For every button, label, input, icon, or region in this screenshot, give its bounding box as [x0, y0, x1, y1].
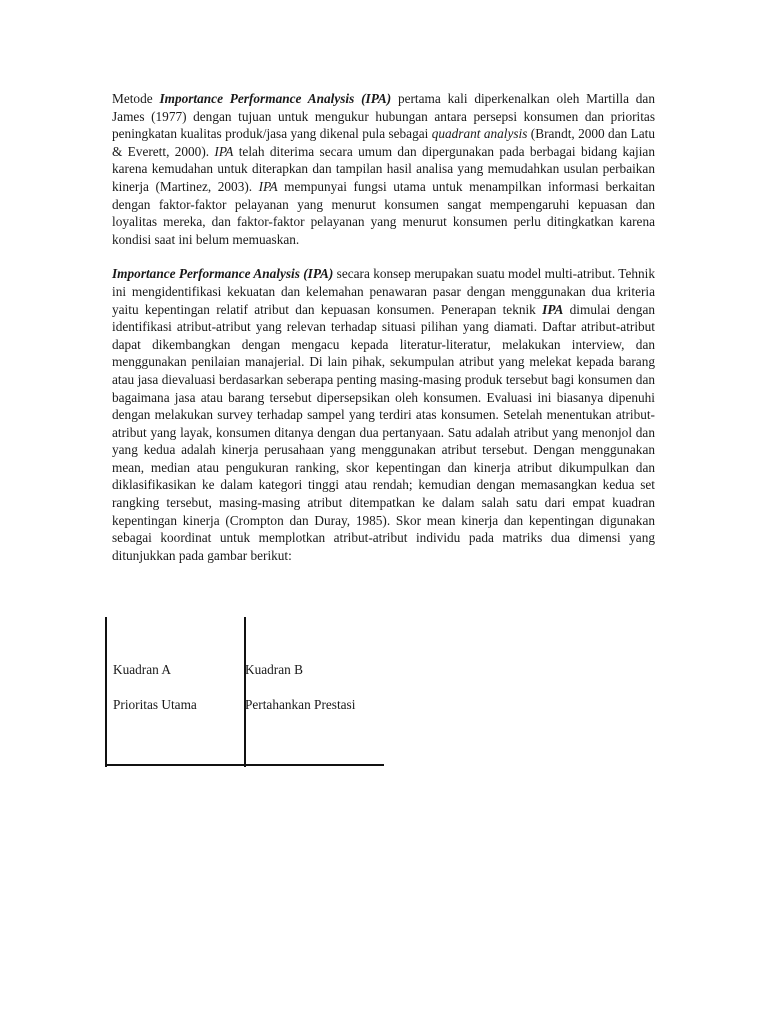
text-run: pertama kali diperkenalkan oleh Martilla dan James (1977) dengan tujuan untuk mengukur hubungan antara persepsi konsumen dan prioritas peningkatan kualitas produk/jasa yang dikenal pula sebagai [112, 91, 655, 142]
text-run: (Brandt, 2000 dan Latu & Everett, 2000). [112, 126, 655, 159]
text-run: mempunyai fungsi utama untuk menampilkan informasi berkaitan dengan faktor-faktor pelayanan yang menurut konsumen sangat mempengaruhi kepuasan dan loyalitas mereka, dan faktor-faktor pelayanan yang menurut konsumen perlu ditingkatkan karena kondisi saat ini belum memuaskan. [112, 178, 655, 247]
emphasis-ipa-term: Importance Performance Analysis (IPA) [159, 91, 392, 106]
emphasis-ipa: IPA [258, 178, 278, 194]
paragraph-ipa-introduction [112, 90, 655, 248]
document-body [112, 90, 655, 564]
text-run: telah diterima secara umum dan dipergunakan pada berbagai bidang kajian karena kemudahan untuk diterapkan dan tampilan hasil analisa yang memudahkan usulan perbaikan kinerja (Martinez, 2003). [112, 143, 655, 194]
text-run: secara konsep merupakan suatu model multi-atribut. Tehnik ini mengidentifikasi kekuatan dan kelemahan penawaran pasar dengan menggunakan dua kriteria yaitu kepentingan relatif atribut dan kepuasan konsumen. Penerapan teknik [112, 266, 655, 317]
quadrant-b-label: Pertahankan Prestasi [245, 697, 356, 712]
emphasis-ipa: IPA [542, 301, 564, 317]
emphasis-quadrant-analysis: quadrant analysis [431, 126, 528, 142]
quadrant-a-label: Prioritas Utama [113, 697, 197, 712]
quadrant-matrix [105, 617, 384, 767]
quadrant-b-title: Kuadran B [245, 662, 303, 677]
quadrant-a [113, 661, 197, 713]
text-run: Metode [112, 91, 160, 106]
quadrant-a-title: Kuadran A [113, 662, 171, 677]
emphasis-ipa: IPA [214, 143, 234, 159]
matrix-left-border [105, 617, 107, 767]
quadrant-b [245, 661, 355, 713]
paragraph-ipa-concept [112, 265, 655, 564]
matrix-bottom-border [105, 764, 384, 766]
emphasis-ipa-term: Importance Performance Analysis (IPA) [112, 266, 334, 282]
text-run: dimulai dengan identifikasi atribut-atribut yang relevan terhadap situasi pilihan yang diamati. Daftar atribut-atribut dapat dikembangkan dengan mengacu kepada literatur-literatur, melakukan interview, dan menggunakan penilaian manajerial. Di lain pihak, sekumpulan atribut yang melekat kepada barang atau jasa dievaluasi berdasarkan seberapa penting masing-masing produk tersebut bagi konsumen dan bagaimana jasa atau barang tersebut dipersepsikan oleh konsumen. Evaluasi ini biasanya dipenuhi dengan melakukan survey terhadap sampel yang terdiri atas konsumen. Setelah menentukan atribut-atribut yang layak, konsumen ditanya dengan dua pertanyaan. Satu adalah atribut yang menonjol dan yang kedua adalah kinerja perusahaan yang menggunakan atribut tersebut. Dengan menggunakan mean, median atau pengukuran ranking, skor kepentingan dan kinerja atribut dikumpulkan dan diklasifikasikan ke dalam kategori tinggi atau rendah; kemudian dengan memasangkan kedua set rangking tersebut, masing-masing atribut ditempatkan ke dalam salah satu dari empat kuadran kepentingan kinerja (Crompton dan Duray, 1985). Skor mean kinerja dan kepentingan digunakan sebagai koordinat untuk memplotkan atribut-atribut individu pada matriks dua dimensi yang ditunjukkan pada gambar berikut: [112, 301, 655, 563]
